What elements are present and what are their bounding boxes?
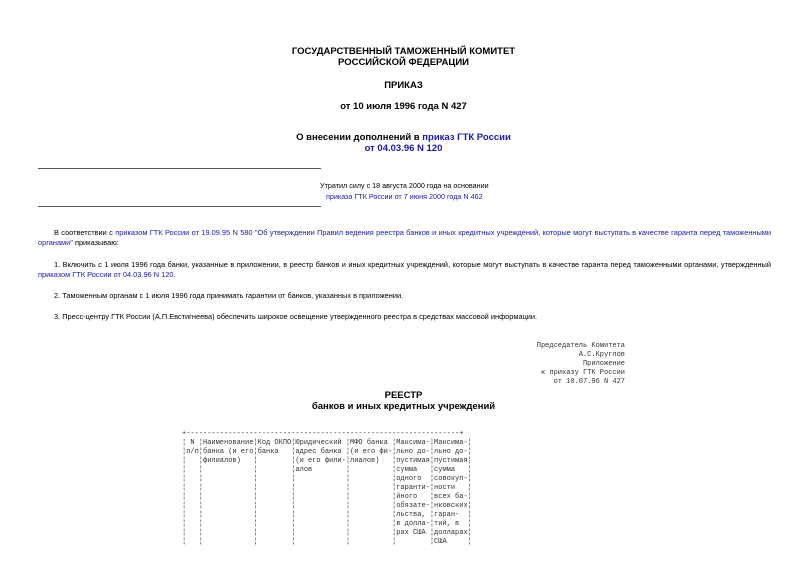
doc-subject xyxy=(0,132,807,143)
subject-prefix: О внесении дополнений в xyxy=(296,132,423,143)
item-2: 2. Таможенным органам с 1 июля 1996 года принимать гарантии от банков, указанных в приложении. xyxy=(54,291,404,300)
divider-top xyxy=(38,168,321,169)
preamble-link[interactable]: приказом ГТК России от 19.09.95 N 580 "Об утверждении Правил ведения реестра банков и иных кредитных учреждений, которые могут выступать в качестве гаранта перед таможенными органами" xyxy=(38,228,772,247)
doc-date-number: от 10 июля 1996 года N 427 xyxy=(340,101,467,112)
signature-chairman: Председатель Комитета xyxy=(536,342,625,350)
preamble-prefix: В соответствии с xyxy=(54,228,116,237)
registry-subtitle: банков и иных кредитных учреждений xyxy=(311,401,496,412)
item-1-link[interactable]: приказом ГТК России от 04.03.96 N 120 xyxy=(38,270,174,279)
preamble-paragraph xyxy=(38,228,771,248)
org-name-line1: ГОСУДАРСТВЕННЫЙ ТАМОЖЕННЫЙ КОМИТЕТ xyxy=(291,46,516,57)
appendix-ref: к приказу ГТК России xyxy=(540,369,625,377)
preamble-suffix: приказываю: xyxy=(72,238,119,247)
status-link[interactable]: приказа ГТК России от 7 июня 2000 года N 462 xyxy=(326,192,483,201)
item-1 xyxy=(38,260,771,280)
signature-name: А.С.Круглов xyxy=(578,351,625,359)
appendix-label: Приложение xyxy=(582,360,625,368)
org-name-line2: РОССИЙСКОЙ ФЕДЕРАЦИИ xyxy=(337,57,469,68)
appendix-date: от 10.07.96 N 427 xyxy=(553,378,625,386)
item-3: 3. Пресс-центру ГТК России (А.П.Евстигнеева) обеспечить широкое освещение утвержденного реестра в средствах массовой информации. xyxy=(54,312,538,321)
item-1-end: . xyxy=(173,270,176,279)
divider-bottom xyxy=(38,206,321,207)
doc-type: ПРИКАЗ xyxy=(384,80,423,91)
subject-link[interactable]: приказ ГТК России xyxy=(422,132,511,143)
status-text: Утратил силу с 18 августа 2000 года на основании xyxy=(320,181,489,190)
registry-title: РЕЕСТР xyxy=(384,390,423,401)
registry-table: +-----------------------------------------------------------------+ ¦ N ¦Наименование¦Код ОКПО¦Юридический ¦МФО банка ¦Максима-¦Максима-¦ ¦п/п¦банка (и его¦банка ¦адрес банка ¦(и его фи-¦льно до-¦льно до-¦ ¦ ¦филиалов) ¦ ¦(и его фили-¦лиалов) ¦пустимая¦пустимая¦ ¦ ¦ ¦ ¦алов ¦ ¦сумма ¦сумма ¦ ¦ ¦ ¦ ¦ ¦ ¦одного ¦совокуп-¦ ¦ ¦ ¦ ¦ ¦ ¦гаранти-¦ности ¦ ¦ ¦ ¦ ¦ ¦ ¦йного ¦всех ба-¦ ¦ ¦ ¦ ¦ ¦ ¦обязате-¦нковских¦ ¦ ¦ ¦ ¦ ¦ ¦льства, ¦гаран- ¦ ¦ ¦ ¦ ¦ ¦ ¦в долла-¦тий, в ¦ ¦ ¦ ¦ ¦ ¦ ¦рах США ¦долларах¦ ¦ ¦ ¦ ¦ ¦ ¦ ¦США ¦ xyxy=(182,430,472,546)
item-1-text: 1. Включить с 1 июля 1996 года банки, указанные в приложении, в реестр банков и иных кредитных учреждений, которые могут выступать в качестве гаранта перед таможенными органами, утвержденный xyxy=(54,260,771,269)
subject-link-line2[interactable]: от 04.03.96 N 120 xyxy=(364,143,443,154)
